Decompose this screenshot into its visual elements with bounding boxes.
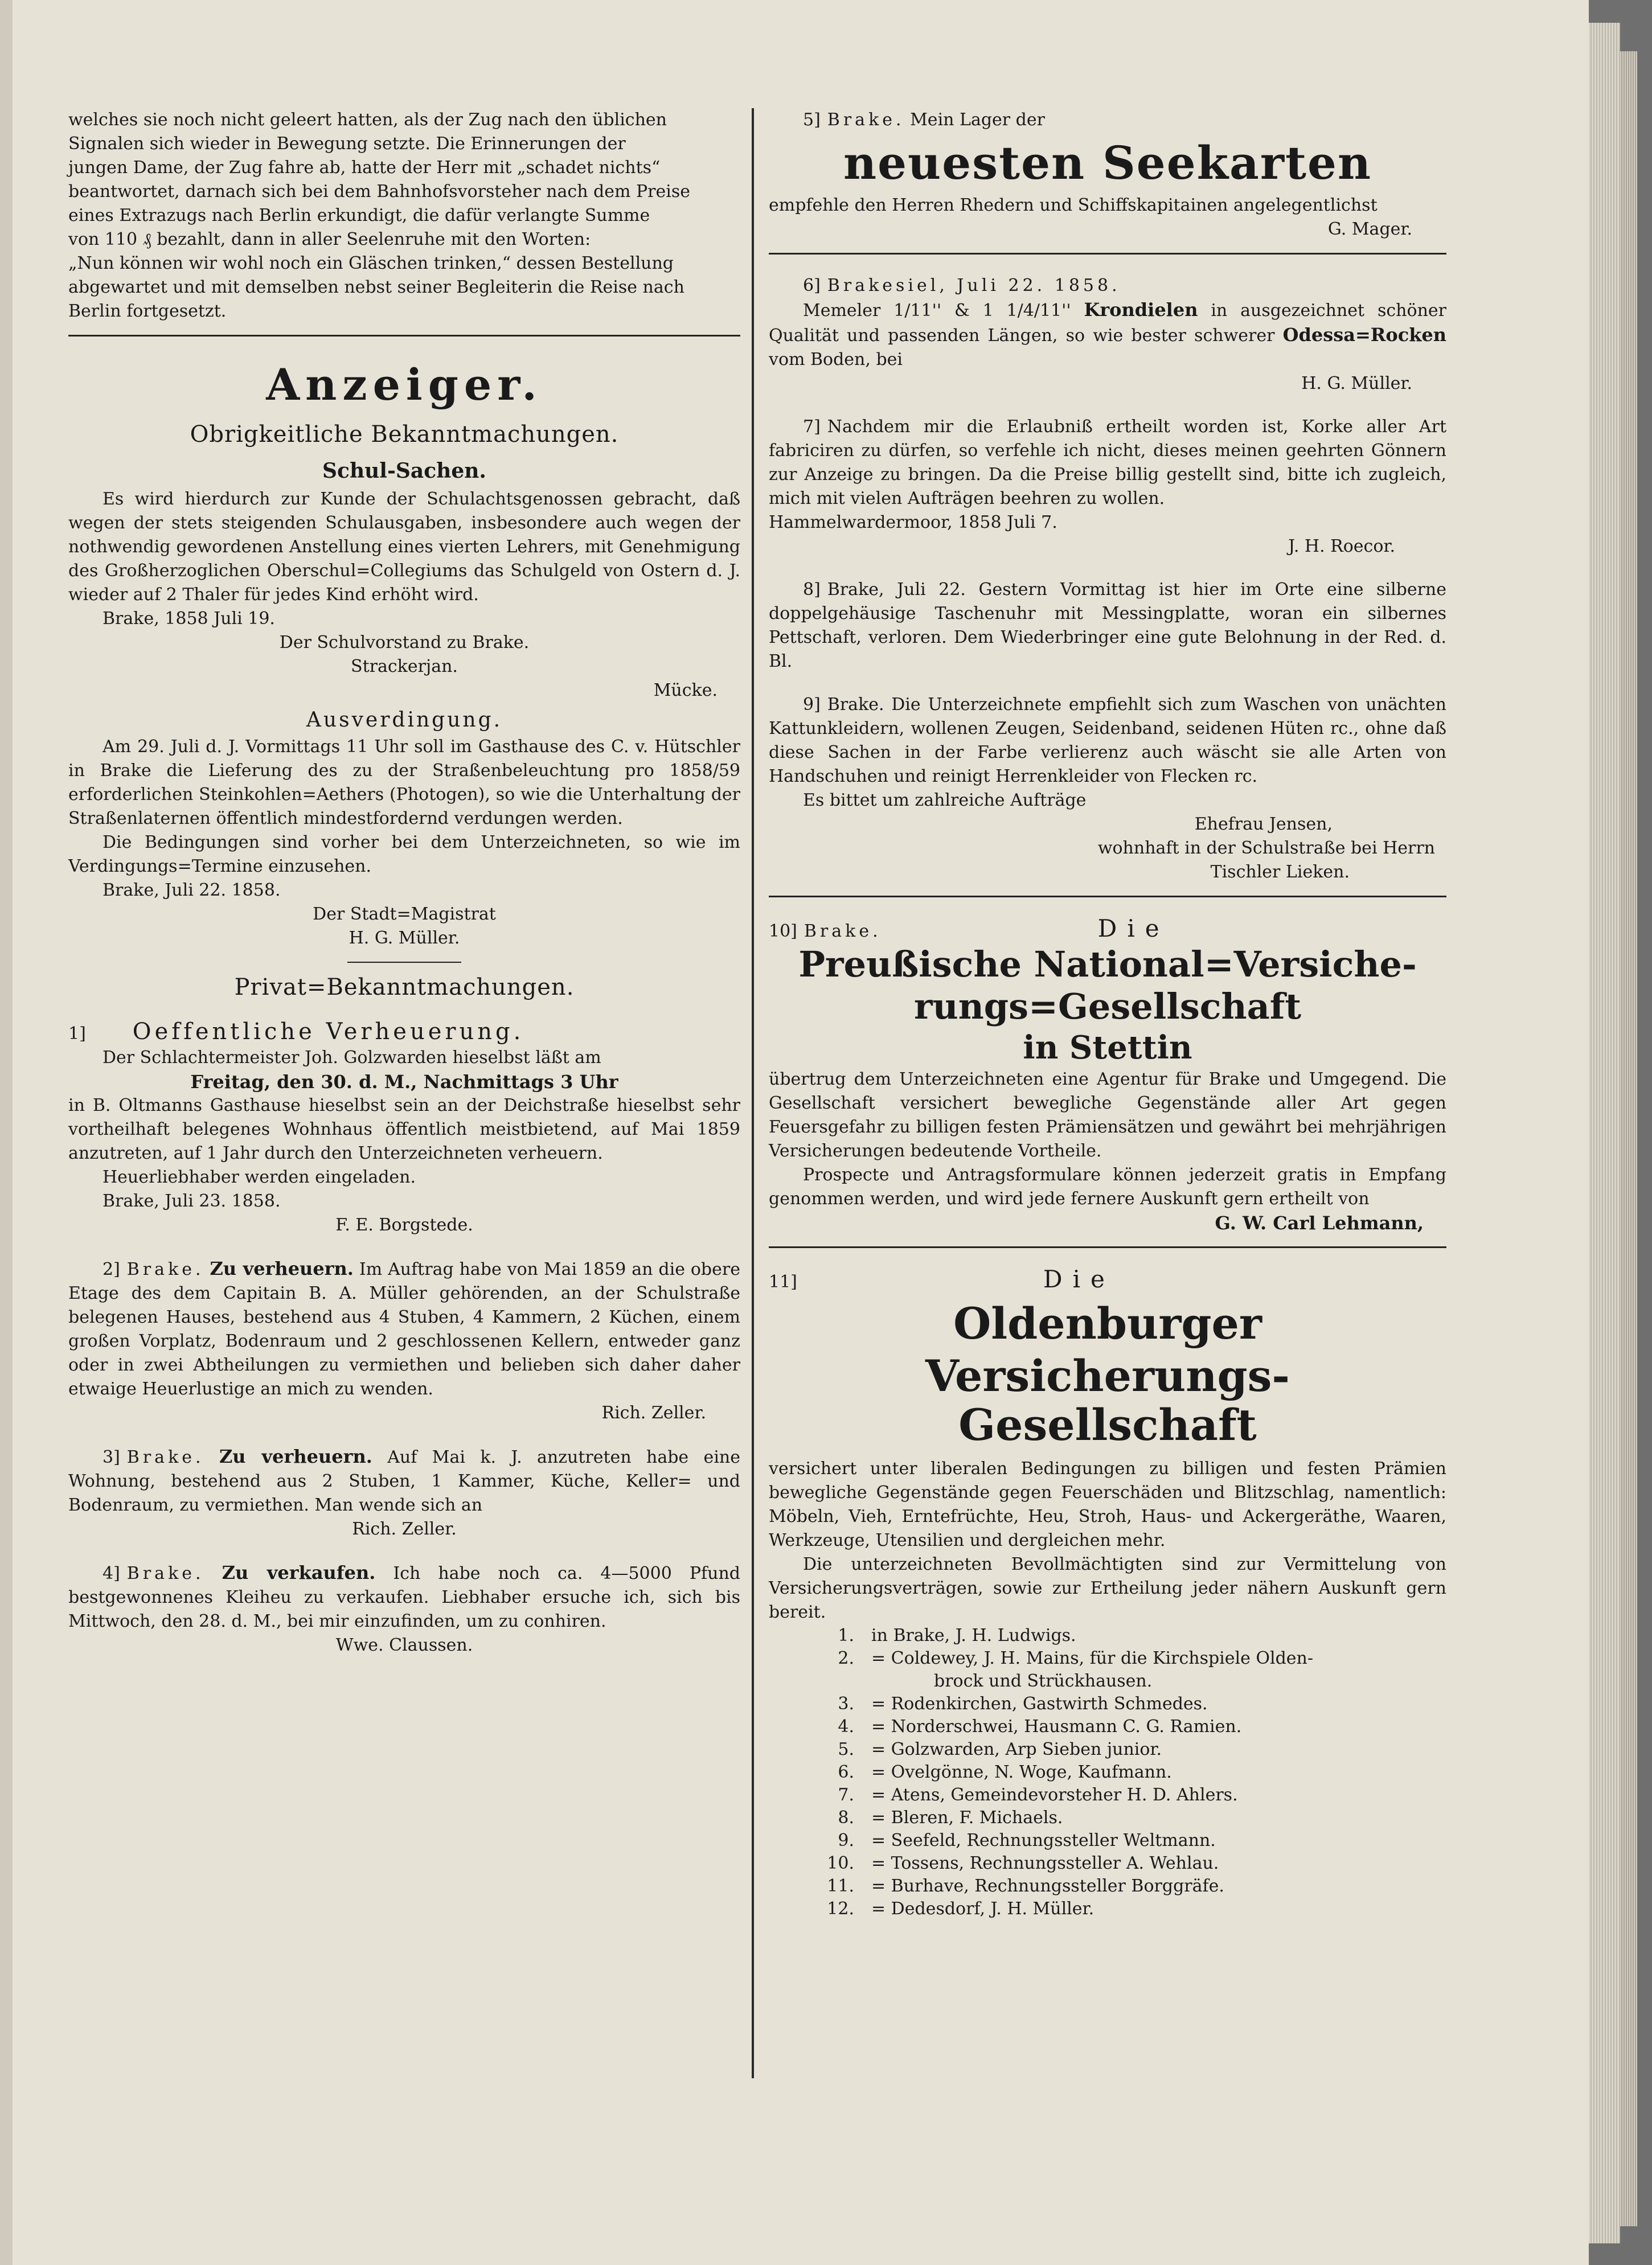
item-signer: J. H. Roecor. [1288,536,1395,556]
list-text: = Dedesdorf, J. H. Müller. [871,1899,1094,1919]
item-text: Der Schlachtermeister Joh. Golzwarden hieselbst läßt am [103,1048,601,1068]
item-place: Brakesiel, Juli 22. 1858. [827,276,1121,296]
anzeiger-title: Anzeiger. [266,359,543,410]
verdingung-signer: H. G. Müller. [349,928,460,948]
item-text: Mein Lager der [910,110,1045,130]
company-title: rungs=Gesellschaft [913,986,1302,1027]
item-signer: G. W. Carl Lehmann, [1215,1212,1424,1234]
list-item [814,1761,1446,1784]
item-place: Brake. [126,1447,204,1467]
page-edge-stack [1589,23,1620,2243]
item-text: versichert unter liberalen Bedingungen zu billigen und festen Prämien bewegliche Gegenstände gegen Feuerschäden und Blitzschlag, namentlich: Möbeln, Vieh, Erntefrüchte, Heu, Stroh, Haus- und Ackergeräthe, Waaren, Werkzeuge, Utensilien und dergleichen mehr. [769,1459,1446,1550]
item-text: Im Auftrag habe von Mai 1859 an die obere Etage des dem Capitain B. A. Müller gehörenden, an der Schulstraße belegenen Hauses, bestehend aus 4 Stuben, 4 Kammern, 2 Küchen, einem großen Vorplatz, Bodenraum und 2 geschlossenen Kellern, entweder ganz oder in zwei Abtheilungen zu vermiethen und belieben sich daher daher etwaige Heuerlustige an mich zu wenden. [68,1259,740,1399]
intro-line: „Nun können wir wohl noch ein Gläschen trinken,“ dessen Bestellung [68,253,674,273]
item-text: Nachdem mir die Erlaubniß ertheilt worden ist, Korke aller Art fabriciren zu dürfen, so verfehle ich nicht, dieses meinen geehrten Gönnern zur Anzeige zu bringen. Da die Preise billig gestellt sind, bitte ich zugleich, mich mit vielen Aufträgen beehren zu wollen. [769,417,1446,508]
list-item [814,1807,1446,1829]
company-title: Preußische National=Versiche- [798,943,1417,985]
item-signer: Wwe. Claussen. [335,1635,473,1655]
company-title: Oldenburger Versicherungs- [925,1298,1290,1401]
item-die: Die [1043,1265,1115,1293]
ad-item-10 [769,914,1446,1235]
item-place: Brake. [804,921,882,941]
seekarten-title: neuesten Seekarten [843,136,1372,190]
item-number: 1] [68,1024,86,1044]
item-date: Brake, Juli 23. 1858. [103,1191,281,1211]
ad-item-4 [68,1561,740,1657]
item-emphasis: Zu verkaufen. [222,1562,376,1583]
item-emphasis: Odessa=Rocken [1282,324,1446,346]
item-text: empfehle den Herren Rhedern und Schiffskapitainen angelegentlichst [769,195,1378,215]
list-text: in Brake, J. H. Ludwigs. [871,1626,1076,1646]
verdingung-signer-org: Der Stadt=Magistrat [313,904,496,924]
ad-item-5 [769,108,1446,241]
item-text: in B. Oltmanns Gasthause hieselbst sein an der Deichstraße hieselbst sehr vortheilhaft belegenes Wohnhaus öffentlich meistbietend, auf Mai 1859 anzutreten, auf 1 Jahr durch den Unterzeichneten verheuern. [68,1095,740,1163]
item-date: Hammelwardermoor, 1858 Juli 7. [769,512,1057,532]
list-item [814,1693,1446,1716]
list-text: = Coldewey, J. H. Mains, für die Kirchspiele Olden- [871,1648,1314,1668]
list-text: = Seefeld, Rechnungssteller Weltmann. [871,1831,1216,1850]
item-emphasis: Krondielen [1084,299,1198,321]
list-text: = Norderschwei, Hausmann C. G. Ramien. [871,1717,1242,1737]
list-text: = Tossens, Rechnungssteller A. Wehlau. [871,1853,1219,1873]
item-text: Heuerliebhaber werden eingeladen. [103,1167,416,1187]
section-rule [68,335,740,337]
column-divider [752,108,754,2078]
item-text: Brake, Juli 22. Gestern Vormittag ist hier im Orte eine silberne doppelgehäusige Taschenuhr mit Messingplatte, woran ein silbernes Pettschaft, verloren. Dem Wiederbringer eine gute Belohnung in der Red. d. Bl. [769,580,1446,671]
item-number: 4] [103,1564,120,1583]
list-item [814,1852,1446,1875]
short-rule [347,962,461,963]
item-text: vom Boden, bei [769,350,903,370]
item-signer: Ehefrau Jensen, [1194,814,1333,834]
verdingung-date: Brake, Juli 22. 1858. [103,880,281,900]
item-text: Auf Mai k. J. anzutreten habe eine Wohnung, bestehend aus 2 Stuben, 1 Kammer, Küche, Keller= und Bodenraum, zu vermiethen. Man wende sich an [68,1447,740,1515]
item-number: 7] [803,417,821,437]
company-title: in Stettin [1023,1029,1192,1066]
intro-line: Berlin fortgesetzt. [68,301,227,321]
item-place: Brake. [827,110,905,130]
intro-line: Signalen sich wieder in Bewegung setzte. Die Erinnerungen der [68,134,626,154]
intro-line: jungen Dame, der Zug fahre ab, hatte der Herr mit „schadet nichts“ [68,158,661,178]
ad-item-11 [769,1267,1446,1921]
company-title: Gesellschaft [958,1400,1257,1450]
item-place: Brake. [126,1564,204,1583]
ad-item-2 [68,1257,740,1425]
item-text: Memeler 1/11'' & 1 1/4/11'' [803,301,1084,321]
ad-item-7 [769,415,1446,559]
item-text: Prospecte und Antragsformulare können jederzeit gratis in Empfang genommen werden, und wird jede fernere Auskunft gern ertheilt von [769,1165,1446,1209]
binding-strip [0,0,13,2265]
item-signer: F. E. Borgstede. [335,1215,473,1235]
item-title: Oeffentliche Verheuerung. [132,1019,524,1045]
list-item [814,1624,1446,1647]
list-number: 1. [838,1626,854,1646]
item-number: 8] [803,580,821,600]
list-text: = Burhave, Rechnungssteller Borggräfe. [871,1876,1224,1896]
item-text: Brake. Die Unterzeichnete empfiehlt sich zum Waschen von unächten Kattunkleidern, wollenen Zeugen, Seidenband, seidenen Hüten rc., ohne daß diese Sachen in der Farbe verlierenz auch wäscht sie alle Arten von Handschuhen und reinigt Herrenkleider von Flecken rc. [769,695,1446,786]
intro-line: von 110 ₰ bezahlt, dann in aller Seelenruhe mit den Worten: [68,229,591,249]
list-number: 4. [838,1717,854,1737]
list-number: 8. [838,1808,854,1828]
list-item-continuation: brock und Strückhausen. [934,1671,1153,1691]
list-number: 2. [838,1648,854,1668]
section-rule [769,1246,1446,1248]
private-heading: Privat=Bekanntmachungen. [234,974,575,1000]
item-text: Es bittet um zahlreiche Aufträge [803,790,1087,810]
list-text: = Golzwarden, Arp Sieben junior. [871,1739,1162,1759]
item-number: 6] [803,276,821,296]
list-number: 12. [827,1899,854,1919]
section-rule [769,253,1446,255]
list-number: 5. [838,1739,854,1759]
item-signer: Rich. Zeller. [352,1519,457,1539]
item-text: Ich habe noch ca. 4—5000 Pfund bestgewonnenes Kleiheu zu verkaufen. Liebhaber ersuche ich, sich bis Mittwoch, den 28. d. M., bei mir einzufinden, um zu conhiren. [68,1564,740,1631]
list-number: 3. [838,1694,854,1714]
ad-item-3 [68,1445,740,1541]
list-item [814,1716,1446,1738]
verdingung-heading: Ausverdingung. [306,708,503,732]
schul-text: Es wird hierdurch zur Kunde der Schulachtsgenossen gebracht, daß wegen der stets steigenden Schulausgaben, insbesondere auch wegen der nothwendig gewordenen Anstellung eines vierten Lehrers, mit Genehmigung des Großherzoglichen Oberschul=Collegiums das Schulgeld von Ostern d. J. wieder auf 2 Thaler für jedes Kind erhöht wird. [68,489,740,605]
item-number: 9] [803,695,821,715]
intro-line: welches sie noch nicht geleert hatten, als der Zug nach den üblichen [68,110,667,130]
intro-article [68,108,740,323]
list-number: 9. [838,1831,854,1850]
left-column [68,108,740,1657]
page-edge-stack [1620,51,1637,2226]
item-die: Die [1097,914,1170,942]
list-item [814,1875,1446,1898]
item-signer: Rich. Zeller. [601,1403,706,1423]
list-text: = Bleren, F. Michaels. [871,1808,1063,1828]
section-rule [769,896,1446,897]
intro-line: beantwortet, darnach sich bei dem Bahnhofsvorsteher nach dem Preise [68,182,691,202]
ad-item-6 [769,274,1446,396]
item-signer: H. G. Müller. [1301,374,1412,393]
right-column [769,108,1446,1921]
item-number: 11] [769,1272,797,1292]
ad-item-8 [769,578,1446,674]
ad-item-1 [68,1020,740,1237]
schul-signer2: Mücke. [653,680,718,700]
verdingung-text2: Die Bedingungen sind vorher bei dem Unterzeichneten, so wie im Verdingungs=Termine einzusehen. [68,832,740,876]
intro-line: eines Extrazugs nach Berlin erkundigt, die dafür verlangte Summe [68,206,650,225]
list-number: 10. [827,1853,854,1873]
item-text: in ausgezeichnet schöner Qualität und passenden Längen, so wie bester schwerer [769,301,1446,346]
list-text: = Atens, Gemeindevorsteher H. D. Ahlers. [871,1785,1238,1805]
list-text: = Ovelgönne, N. Woge, Kaufmann. [871,1762,1172,1782]
list-number: 7. [838,1785,854,1805]
item-signer: G. Mager. [1327,219,1412,239]
schul-heading: Schul-Sachen. [322,459,486,483]
item-number: 5] [803,110,821,130]
ad-item-9 [769,693,1446,884]
item-emphasis: Freitag, den 30. d. M., Nachmittags 3 Uhr [190,1071,618,1093]
item-number: 3] [103,1447,120,1467]
list-text: = Rodenkirchen, Gastwirth Schmedes. [871,1694,1208,1714]
schul-signer1: Strackerjan. [351,656,458,676]
item-number: 10] [769,921,797,941]
schul-date: Brake, 1858 Juli 19. [103,609,275,629]
list-number: 11. [827,1876,854,1896]
item-text: Die unterzeichneten Bevollmächtigten sind zur Vermittelung von Versicherungsverträgen, sowie zur Ertheilung jeder nähern Auskunft gern bereit. [769,1554,1446,1622]
intro-line: abgewartet und mit demselben nebst seiner Begleiterin die Reise nach [68,277,684,297]
verdingung-text: Am 29. Juli d. J. Vormittags 11 Uhr soll im Gasthause des C. v. Hütschler in Brake die Lieferung des zu der Straßenbeleuchtung pro 1858/59 erforderlichen Steinkohlen=Aethers (Photogen), so wie die Unterhaltung der Straßenlaternen öffentlich mindestfordernd verdungen werden. [68,737,740,828]
item-emphasis: Zu verheuern. [210,1258,354,1279]
list-item [814,1898,1446,1921]
list-item [814,1784,1446,1807]
official-heading: Obrigkeitliche Bekanntmachungen. [190,421,619,448]
item-signer: Tischler Lieken. [1210,862,1350,882]
item-text: übertrug dem Unterzeichneten eine Agentur für Brake und Umgegend. Die Gesellschaft versichert bewegliche Gegenstände aller Art gegen Feuersgefahr zu billigen festen Prämiensätzen und gewährt bei mehrjährigen Versicherungen bedeutende Vortheile. [769,1069,1446,1161]
list-item [814,1829,1446,1852]
item-place: Brake. [126,1259,204,1279]
list-number: 6. [838,1762,854,1782]
agent-list [814,1624,1446,1921]
list-item [814,1738,1446,1761]
item-signer: wohnhaft in der Schulstraße bei Herrn [1097,838,1435,858]
item-emphasis: Zu verheuern. [219,1446,372,1467]
list-item [814,1647,1446,1670]
item-number: 2] [103,1259,120,1279]
schul-signer-org: Der Schulvorstand zu Brake. [279,633,530,653]
